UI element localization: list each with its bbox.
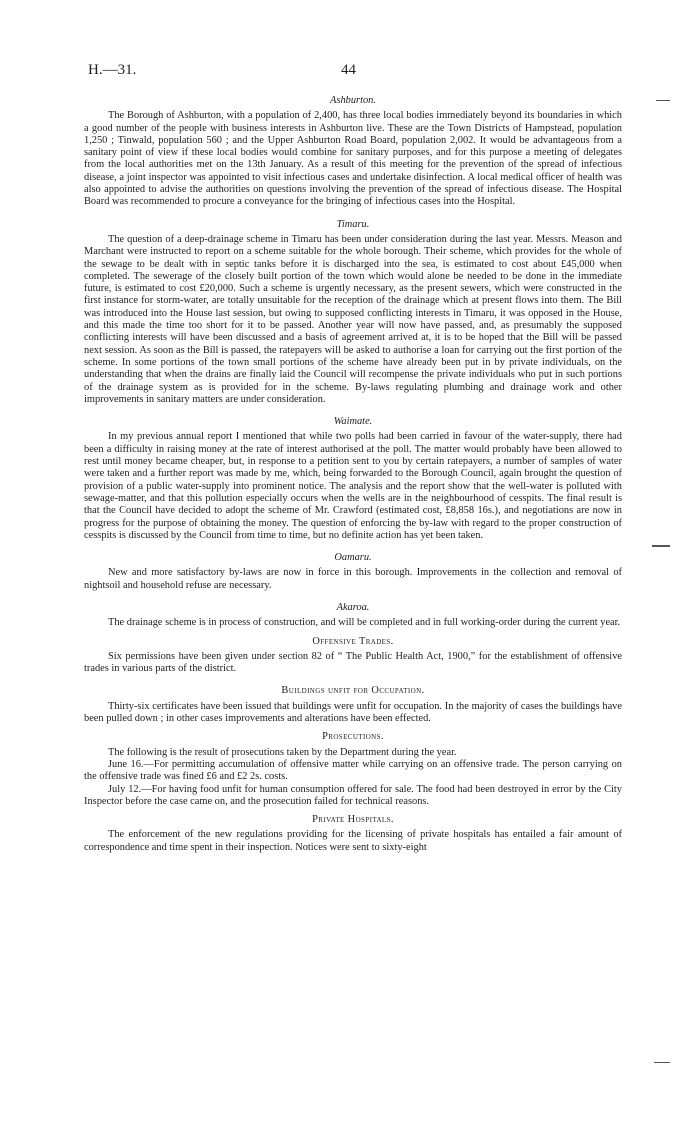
margin-tick-mark [656,100,670,101]
section-prosecutions [84,731,622,808]
section-private-hospitals [84,814,622,854]
section-akaroa [84,602,622,630]
section-heading: Waimate. [333,416,373,428]
section-ashburton [84,95,622,209]
paragraph: June 16.—For permitting accumulation of offensive matter while carrying on an offensive trade. The person carrying on the offensive trade was fined £6 and £2 2s. costs. [84,758,622,783]
section-heading: Timaru. [336,218,370,230]
section-buildings-unfit [84,685,622,725]
section-timaru [84,219,622,406]
paragraph: July 12.—For having food unfit for human consumption offered for sale. The food had been destroyed in error by the City Inspector before the case came on, and the prosecution failed for technical reasons. [84,783,622,807]
section-heading: Akaroa. [336,601,370,613]
section-heading: Buildings unfit for Occupation. [281,685,425,697]
paragraph: In my previous annual report I mentioned that while two polls had been carried in favour of the water-supply, there had been a difficulty in raising money at the rate of interest authorised at the poll. The matter would probably have been allowed to rest until money became cheaper, but, in response to a petition sent to you by certain ratepayers, a number of samples of water were taken and a further report was made by me, which, being forwarded to the Borough Council, again brought the question of provision of a public water-supply into prominent notice. The analysis and the report show that the well-water is polluted with sewage-matter, and that this pollution especially occurs when the wells are in the neighbourhood of cesspits. The final result is that the Council have decided to adopt the scheme of Mr. Crawford (estimated cost, £8,858 16s.), and negotiations are now in progress for the purpose of obtaining the money. The question of enforcing the by-law with regard to the proper construction of cesspits is discussed by the Council from time to time, but no definite action has yet been taken. [84,431,622,541]
paragraph: The drainage scheme is in process of construction, and will be completed and in full working-order during the current year. [108,617,621,629]
page-header [88,62,648,84]
margin-tick-mark [652,545,670,547]
report-reference: H.—31. [88,62,137,78]
section-offensive-trades [84,636,622,676]
section-heading: Private Hospitals. [312,814,394,826]
section-heading: Ashburton. [330,95,376,106]
paragraph: Six permissions have been given under section 82 of “ The Public Health Act, 1900,” for the establishment of offensive trades in various parts of the district. [84,650,622,675]
section-heading: Oamaru. [334,552,372,564]
paragraph: The following is the result of prosecutions taken by the Department during the year. [108,746,457,758]
section-heading: Offensive Trades. [312,635,394,647]
paragraph: The question of a deep-drainage scheme in Timaru has been under consideration during the last year. Messrs. Meason and Marchant were instructed to report on a scheme suitable for the whole borough. Their scheme, which provides for the whole of the sewage to be dealt with in septic tanks before it is discharged into the sea, is estimated to cost about £45,000 when completed. The sewerage of the closely built portion of the town which would alone be needed to be done in the immediate future, is estimated to cost £20,000. Such a scheme is urgently necessary, as the present sewers, which were constructed in the first instance for storm-water, are totally unsuitable for the reception of the drainage which at present flows into them. The Bill was introduced into the House last session, but owing to supposed conflicting interests in Timaru, it was opposed in the House, and this made the time too short for it to be passed. Another year will now have passed, and, as presumably the supposed conflicting interests will have been discussed and a basis of agreement arrived at, it is to be hoped that the Bill will be passed next session. As soon as the Bill is passed, the ratepayers will be asked to authorise a loan for carrying out the first portion of the scheme. In some portions of the town small portions of the scheme have already been put in by private individuals, on the understanding that when the drains are finally laid the Council will recompense the private individuals who put in such portions of the drainage system as is provided for in the scheme. By-laws regulating plumbing and drainage work and other improvements in sanitary matters are under consideration. [84,233,622,405]
paragraph: New and more satisfactory by-laws are now in force in this borough. Improvements in the collection and removal of nightsoil and household refuse are necessary. [84,567,622,591]
page-body [84,95,622,864]
paragraph: Thirty-six certificates have been issued that buildings were unfit for occupation. In the majority of cases the buildings have been pulled down ; in other cases improvements and alterations have been effected. [84,700,622,725]
margin-tick-mark [654,1062,670,1063]
section-oamaru [84,552,622,592]
section-waimate [84,416,622,542]
paragraph: The Borough of Ashburton, with a population of 2,400, has three local bodies immediately beyond its boundaries in which a good number of the people with business interests in Ashburton live. These are the Town Districts of Hampstead, population 1,250 ; Tinwald, population 560 ; and the Upper Ashburton Road Board, population 2,002. It would be advantageous from a sanitary point of view if these local bodies would combine for sanitary purposes, and for this purpose a meeting of delegates from the local authorities met on the 13th January. As a result of this meeting for the prevention of the spread of infectious disease, a joint inspector was appointed to visit infectious cases and undertake disinfection. A local medical officer of health was also appointed to advise the authorities on questions involving the prevention of the spread of infectious disease. The Hospital Board was recommended to procure a conveyance for the bringing of infectious cases into the Hospital. [84,110,622,208]
section-heading: Prosecutions. [322,731,384,743]
page-number: 44 [341,62,356,78]
paragraph: The enforcement of the new regulations providing for the licensing of private hospitals has entailed a fair amount of correspondence and time spent in their inspection. Notices were sent to sixty-eight [84,829,622,853]
